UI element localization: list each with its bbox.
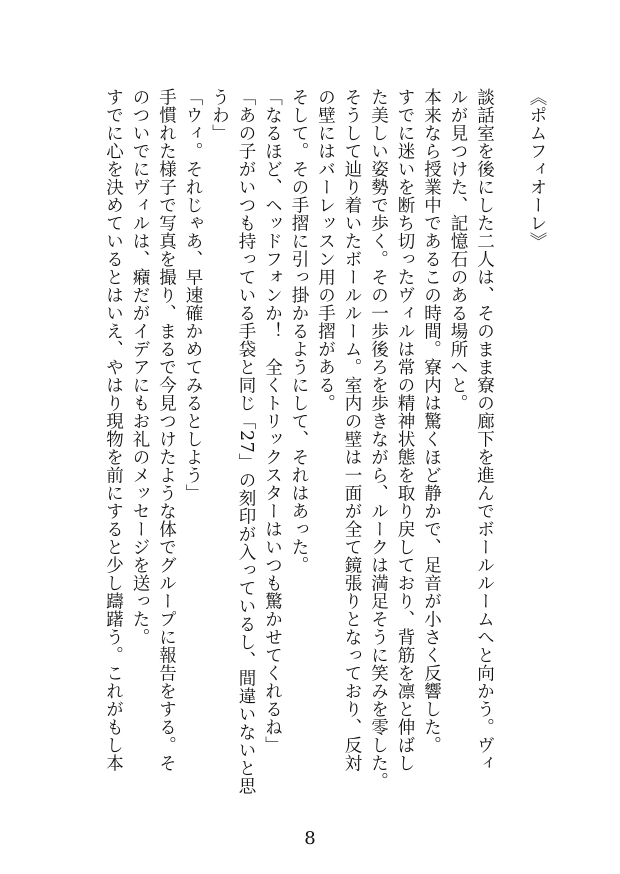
text-line-8: そして。その手摺に引っ掛かるようにして、それはあった。 bbox=[289, 88, 309, 574]
vertical-text-body bbox=[100, 88, 550, 798]
text-line-13: 手慣れた様子で写真を撮り、まるで今見つけたような体でグループに報告をする。そ bbox=[156, 88, 177, 772]
text-line-6: そうして辿り着いたボールルーム。室内の壁は一面が全て鏡張りとなっており、反対 bbox=[342, 88, 362, 772]
text-line-4: すでに迷いを断ち切ったヴィルは常の精神状態を取り戻しており、背筋を凛と伸ばし bbox=[395, 88, 415, 772]
text-line-1: 談話室を後にした二人は、そのまま寮の廊下を進んでボールルームへと向かう。ヴィ bbox=[474, 88, 495, 772]
page-number: 8 bbox=[304, 828, 316, 849]
text-line-9: 「なるほど、ヘッドフォンか！ 全くトリックスターはいつも驚かせてくれるね」 bbox=[262, 88, 283, 754]
chapter-title: 《ポムフィオーレ》 bbox=[527, 88, 547, 250]
title-spacer bbox=[498, 88, 524, 89]
text-line-14: のついでにヴィルは、癪だがイデアにもお礼のメッセージを送った。 bbox=[130, 88, 150, 646]
text-line-5: た美しい姿勢で歩く。その一歩後ろを歩きながら、ルークは満足そうに笑みを零した。 bbox=[368, 88, 389, 790]
text-line-10: 「あの子がいつも持っている手袋と同じ「27」の刻印が入っているし、間違いないと思 bbox=[236, 88, 256, 796]
text-line-7: の壁にはバーレッスン用の手摺がある。 bbox=[315, 88, 336, 412]
text-line-2: ルが見つけた、記憶石のある場所へと。 bbox=[448, 88, 468, 412]
text-line-11: うわ」 bbox=[209, 88, 230, 142]
text-line-3: 本来なら授業中であるこの時間。寮内は驚くほど静かで、足音が小さく反響した。 bbox=[421, 88, 442, 754]
text-line-12: 「ウィ。それじゃあ、早速確かめてみるとしよう」 bbox=[183, 88, 203, 502]
text-line-15: すでに心を決めているとはいえ、やはり現物を前にすると少し躊躇う。これがもし本 bbox=[103, 88, 124, 772]
